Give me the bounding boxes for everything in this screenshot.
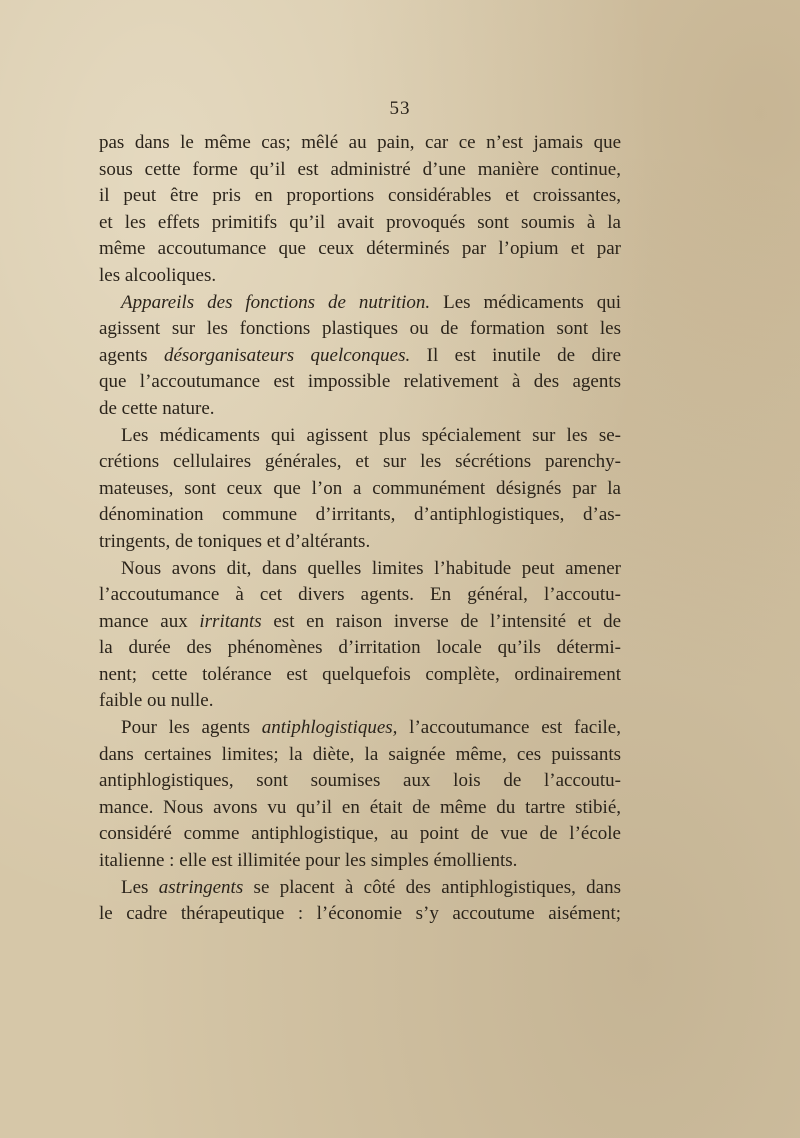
- text-line: [99, 688, 621, 715]
- text-run: mance aux: [99, 610, 200, 632]
- text-run: Il est inutile de dire: [410, 344, 621, 366]
- text-run: faible ou nulle.: [99, 690, 214, 712]
- text-run: se placent à côté des antiphlogistiques, dans: [243, 876, 621, 898]
- text-line: [99, 157, 621, 184]
- text-run: crétions cellulaires générales, et sur les sécrétions parenchy-: [99, 451, 621, 473]
- italic-text: astringents: [158, 876, 244, 898]
- text-run: pas dans le même cas; mêlé au pain, car ce n’est jamais que: [99, 132, 621, 153]
- text-run: le cadre thérapeutique : l’économie s’y accoutume aisément;: [99, 903, 621, 925]
- text-line: [99, 821, 621, 848]
- text-run: mateuses, sont ceux que l’on a communément désignés par la: [99, 477, 621, 499]
- text-run: que l’accoutumance est impossible relativement à des agents: [99, 371, 621, 393]
- text-line: [99, 502, 621, 529]
- text-run: sous cette forme qu’il est administré d’une manière continue,: [99, 158, 621, 180]
- text-run: agents: [99, 344, 164, 366]
- text-line: [99, 423, 621, 450]
- text-run: de cette nature.: [99, 397, 215, 419]
- text-run: est en raison inverse de l’intensité et de: [261, 610, 621, 632]
- text-run: Les médicaments qui agissent plus spécialement sur les se-: [121, 424, 621, 446]
- text-line: [99, 901, 621, 928]
- text-line: [99, 130, 621, 157]
- text-line: [99, 290, 621, 317]
- text-line: [99, 768, 621, 795]
- text-line: [99, 369, 621, 396]
- text-line: [99, 742, 621, 769]
- text-run: même accoutumance que ceux déterminés par l’opium et par: [99, 238, 621, 260]
- text-run: la durée des phénomènes d’irritation locale qu’ils détermi-: [99, 637, 621, 659]
- text-run: Nous avons dit, dans quelles limites l’habitude peut amener: [121, 557, 621, 579]
- text-run: agissent sur les fonctions plastiques ou de formation sont les: [99, 318, 621, 340]
- text-line: [99, 609, 621, 636]
- text-line: [99, 582, 621, 609]
- text-run: dénomination commune d’irritants, d’antiphlogistiques, d’as-: [99, 504, 621, 526]
- text-run: nent; cette tolérance est quelquefois complète, ordinairement: [99, 663, 621, 685]
- text-run: les alcooliques.: [99, 264, 217, 286]
- text-line: [99, 396, 621, 423]
- text-line: [99, 556, 621, 583]
- text-run: italienne : elle est illimitée pour les simples émollients.: [99, 850, 518, 872]
- italic-text: désorganisateurs quelconques.: [163, 344, 411, 366]
- text-line: [99, 795, 621, 822]
- text-line: [99, 263, 621, 290]
- body-text: [99, 130, 621, 928]
- text-run: il peut être pris en proportions considérables et croissantes,: [99, 185, 621, 207]
- text-run: tringents, de toniques et d’altérants.: [99, 530, 371, 552]
- text-line: [99, 449, 621, 476]
- text-run: considéré comme antiphlogistique, au point de vue de l’école: [99, 823, 621, 845]
- text-line: [99, 848, 621, 875]
- text-line: [99, 662, 621, 689]
- text-line: [99, 183, 621, 210]
- text-line: [99, 529, 621, 556]
- text-run: Pour les agents: [121, 717, 262, 739]
- text-line: [99, 635, 621, 662]
- italic-text: irritants: [199, 610, 262, 632]
- text-run: mance. Nous avons vu qu’il en était de même du tartre stibié,: [99, 796, 621, 818]
- italic-text: antiphlogistiques,: [261, 717, 398, 739]
- text-run: Les médicaments qui: [430, 291, 621, 313]
- text-run: l’accoutumance est facile,: [397, 717, 621, 739]
- italic-text: Appareils des fonctions de nutrition.: [121, 291, 431, 313]
- text-run: et les effets primitifs qu’il avait provoqués sont soumis à la: [99, 211, 621, 233]
- text-run: dans certaines limites; la diète, la saignée même, ces puissants: [99, 743, 621, 765]
- text-line: [99, 875, 621, 902]
- text-line: [99, 476, 621, 503]
- text-line: [99, 316, 621, 343]
- page-number: 53: [389, 98, 411, 119]
- text-line: [99, 236, 621, 263]
- text-line: [99, 210, 621, 237]
- text-line: [99, 715, 621, 742]
- text-run: antiphlogistiques, sont soumises aux lois de l’accoutu-: [99, 770, 621, 792]
- text-run: Les: [121, 876, 159, 898]
- text-run: l’accoutumance à cet divers agents. En général, l’accoutu-: [99, 584, 621, 606]
- text-line: [99, 343, 621, 370]
